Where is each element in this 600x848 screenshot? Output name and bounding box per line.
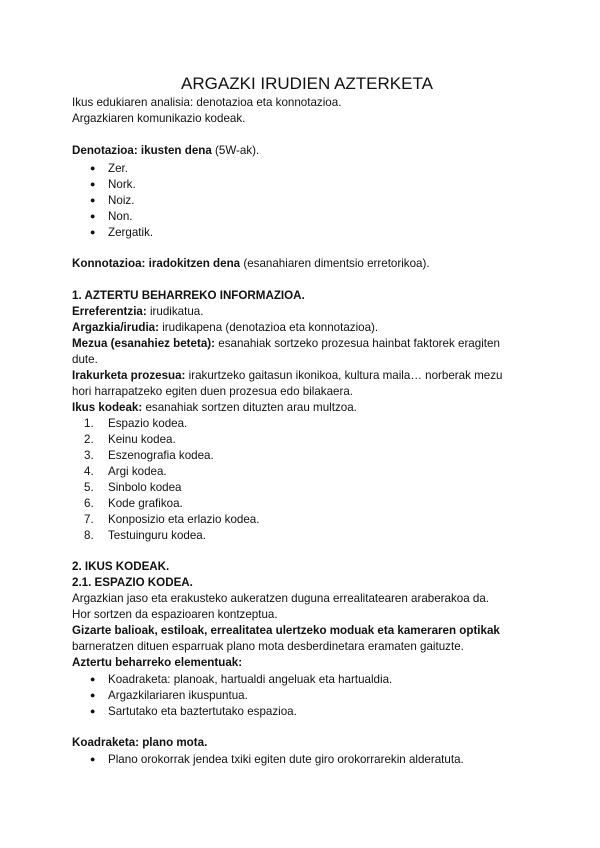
konnotazioa-label: Konnotazioa: iradokitzen dena bbox=[72, 257, 241, 270]
section-1-heading: 1. AZTERTU BEHARREKO INFORMAZIOA. bbox=[72, 289, 305, 302]
koadraketa-list-item: ● Plano orokorrak jendea txiki egiten dute giro orokorrarekin alderatuta. bbox=[90, 753, 464, 766]
bullet-icon: ● bbox=[90, 754, 96, 764]
element-list-item: ● Argazkilariaren ikuspuntua. bbox=[90, 689, 248, 702]
elementuak-heading: Aztertu beharreko elementuak: bbox=[72, 656, 243, 669]
code-list-item: 8. Testuinguru kodea. bbox=[84, 529, 206, 542]
bullet-icon: ● bbox=[90, 179, 96, 189]
ikus-kodeak-line: Ikus kodeak: esanahiak sortzen dituzten arau multzoa. bbox=[72, 401, 357, 414]
code-list-item: 5. Sinbolo kodea bbox=[84, 481, 182, 494]
bullet-icon: ● bbox=[90, 706, 96, 716]
bullet-icon: ● bbox=[90, 211, 96, 221]
denotazioa-item: ● Zer. bbox=[90, 162, 128, 175]
erreferentzia-line: Erreferentzia: irudikatua. bbox=[72, 305, 204, 318]
irakurketa-line-2: hori harrapatzeko egiten duen prozesua edo bilakaera. bbox=[72, 385, 354, 398]
bullet-icon: ● bbox=[90, 674, 96, 684]
espazio-paragraph-1: Argazkian jaso eta erakusteko aukeratzen duguna errealitatearen araberakoa da. bbox=[72, 592, 490, 605]
code-list-item: 7. Konposizio eta erlazio kodea. bbox=[84, 513, 260, 526]
denotazioa-line bbox=[72, 143, 259, 159]
element-list-item: ● Koadraketa: planoak, hartualdi angeluak eta hartualdia. bbox=[90, 673, 393, 686]
denotazioa-label: Denotazioa: ikusten dena bbox=[72, 144, 212, 157]
intro-line-1: Ikus edukiaren analisia: denotazioa eta konnotazioa. bbox=[72, 96, 342, 109]
mezua-line-2: dute. bbox=[72, 353, 98, 366]
section-2-1-heading: 2.1. ESPAZIO KODEA. bbox=[72, 576, 193, 589]
espazio-paragraph-2-bold: Gizarte balioak, estiloak, errealitatea ulertzeko moduak eta kameraren optikak bbox=[72, 624, 500, 637]
page-title: ARGAZKI IRUDIEN AZTERKETA bbox=[181, 74, 433, 93]
bullet-icon: ● bbox=[90, 227, 96, 237]
code-list-item: 1. Espazio kodea. bbox=[84, 417, 188, 430]
irakurketa-line: Irakurketa prozesua: irakurtzeko gaitasun ikonikoa, kultura maila… norberak mezu bbox=[72, 369, 503, 382]
denotazioa-rest: (5W-ak). bbox=[211, 144, 260, 157]
espazio-paragraph-2: barneratzen dituen esparruak plano mota desberdinetara eramaten gaituzte. bbox=[72, 640, 464, 653]
intro-line-2: Argazkiaren komunikazio kodeak. bbox=[72, 112, 246, 125]
code-list-item: 6. Kode grafikoa. bbox=[84, 497, 183, 510]
mezua-line: Mezua (esanahiez beteta): esanahiak sortzeko prozesua hainbat faktorek eragiten bbox=[72, 337, 500, 350]
konnotazioa-rest: (esanahiaren dimentsio erretorikoa). bbox=[240, 257, 430, 270]
koadraketa-heading: Koadraketa: plano mota. bbox=[72, 736, 208, 749]
section-2-heading: 2. IKUS KODEAK. bbox=[72, 560, 170, 573]
denotazioa-item: ● Nork. bbox=[90, 178, 136, 191]
denotazioa-item: ● Noiz. bbox=[90, 194, 135, 207]
konnotazioa-line bbox=[72, 256, 430, 272]
bullet-icon: ● bbox=[90, 163, 96, 173]
code-list-item: 4. Argi kodea. bbox=[84, 465, 167, 478]
code-list-item: 2. Keinu kodea. bbox=[84, 433, 176, 446]
denotazioa-item: ● Non. bbox=[90, 210, 133, 223]
bullet-icon: ● bbox=[90, 195, 96, 205]
espazio-paragraph-1-line-2: Hor sortzen da espazioaren kontzeptua. bbox=[72, 608, 278, 621]
denotazioa-item: ● Zergatik. bbox=[90, 226, 154, 239]
bullet-icon: ● bbox=[90, 690, 96, 700]
argazkia-line: Argazkia/irudia: irudikapena (denotazioa eta konnotazioa). bbox=[72, 321, 379, 334]
element-list-item: ● Sartutako eta baztertutako espazioa. bbox=[90, 705, 297, 718]
code-list-item: 3. Eszenografia kodea. bbox=[84, 449, 214, 462]
